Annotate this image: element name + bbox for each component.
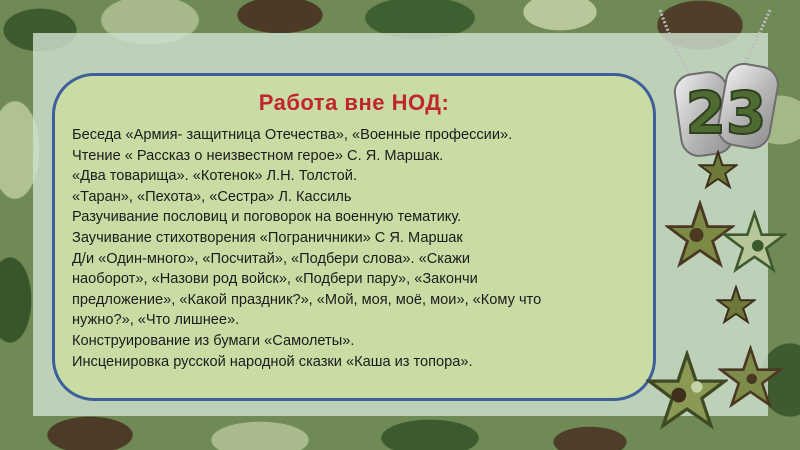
activity-line: наоборот», «Назови род войск», «Подбери пару», «Закончи (72, 271, 478, 288)
star-icon (698, 150, 738, 190)
activity-line: Разучивание пословиц и поговорок на военную тематику. (72, 209, 462, 226)
star-icon (646, 350, 728, 432)
activity-line: Д/и «Один-много», «Посчитай», «Подбери слова». «Скажи (72, 250, 471, 267)
star-icon (716, 285, 756, 325)
activity-line: нужно?», «Что лишнее». (72, 312, 240, 329)
dog-tags-number: 23 (685, 79, 767, 147)
activity-line: Инсценировка русской народной сказки «Каша из топора». (72, 353, 473, 370)
activity-line: Чтение « Рассказ о неизвестном герое» С. Я. Маршак. (72, 147, 444, 164)
activity-line: предложение», «Какой праздник?», «Мой, моя, моё, мои», «Кому что (72, 291, 542, 308)
activity-line: Заучивание стихотворения «Пограничники» С Я. Маршак (72, 229, 463, 246)
dog-tags-icon (640, 5, 790, 165)
activities-list (72, 125, 639, 372)
star-icon (722, 210, 787, 275)
activity-line: «Два товарища». «Котенок» Л.Н. Толстой. (72, 168, 358, 185)
activities-card (52, 73, 656, 401)
activity-line: Конструирование из бумаги «Самолеты». (72, 332, 355, 349)
activity-line: Беседа «Армия- защитница Отечества», «Военные профессии». (72, 127, 513, 143)
star-icon (718, 345, 783, 410)
activity-line: «Таран», «Пехота», «Сестра» Л. Кассиль (72, 188, 352, 205)
card-title: Работа вне НОД: (258, 90, 450, 115)
